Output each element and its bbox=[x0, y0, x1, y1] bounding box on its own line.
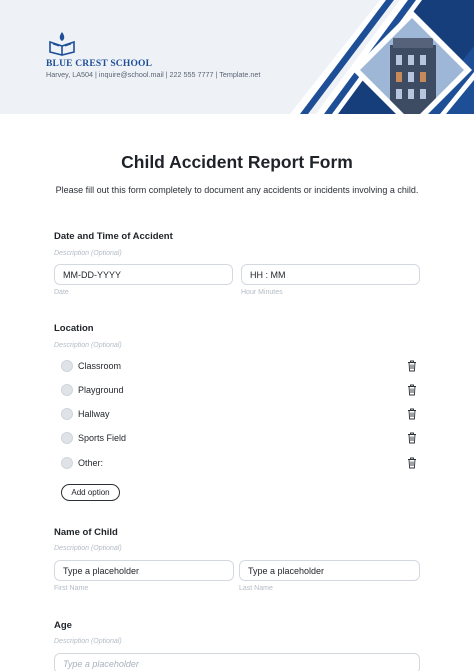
radio-button[interactable] bbox=[61, 432, 73, 444]
age-description[interactable]: Description (Optional) bbox=[54, 638, 122, 645]
date-time-label: Date and Time of Accident bbox=[54, 231, 173, 242]
school-logo-icon bbox=[46, 30, 78, 56]
location-description[interactable]: Description (Optional) bbox=[54, 342, 122, 349]
child-name-description[interactable]: Description (Optional) bbox=[54, 545, 122, 552]
child-name-label: Name of Child bbox=[54, 527, 118, 538]
building-photo bbox=[0, 0, 474, 114]
add-option-button[interactable]: Add option bbox=[61, 484, 120, 501]
radio-button[interactable] bbox=[61, 457, 73, 469]
option-label: Hallway bbox=[78, 409, 110, 419]
date-sublabel: Date bbox=[54, 289, 69, 296]
trash-icon[interactable] bbox=[407, 384, 417, 396]
trash-icon[interactable] bbox=[407, 432, 417, 444]
form-title: Child Accident Report Form bbox=[121, 152, 353, 172]
trash-icon[interactable] bbox=[407, 408, 417, 420]
option-label: Other: bbox=[78, 458, 104, 468]
age-input[interactable]: Type a placeholder bbox=[54, 653, 420, 671]
option-label: Sports Field bbox=[78, 433, 127, 443]
age-label: Age bbox=[54, 620, 72, 631]
option-label: Classroom bbox=[78, 361, 122, 371]
time-input[interactable]: HH : MM bbox=[241, 264, 420, 285]
first-name-input[interactable]: Type a placeholder bbox=[54, 560, 234, 581]
location-label: Location bbox=[54, 323, 94, 334]
radio-button[interactable] bbox=[61, 360, 73, 372]
header-banner bbox=[0, 0, 474, 114]
trash-icon[interactable] bbox=[407, 360, 417, 372]
radio-button[interactable] bbox=[61, 408, 73, 420]
form-intro: Please fill out this form completely to document any accidents or incidents involving a child. bbox=[55, 185, 419, 195]
date-time-description[interactable]: Description (Optional) bbox=[54, 250, 122, 257]
location-option[interactable] bbox=[61, 360, 419, 374]
location-option[interactable] bbox=[61, 408, 419, 422]
last-name-sublabel: Last Name bbox=[239, 585, 273, 592]
option-label: Playground bbox=[78, 385, 124, 395]
location-option[interactable] bbox=[61, 432, 419, 446]
time-sublabel: Hour Minutes bbox=[241, 289, 283, 296]
first-name-sublabel: First Name bbox=[54, 585, 89, 592]
last-name-input[interactable]: Type a placeholder bbox=[239, 560, 420, 581]
radio-button[interactable] bbox=[61, 384, 73, 396]
location-option[interactable] bbox=[61, 384, 419, 398]
school-name: BLUE CREST SCHOOL bbox=[46, 59, 153, 69]
school-contact-info: Harvey, LA504 | inquire@school.mail | 222 555 7777 | Template.net bbox=[46, 70, 261, 79]
date-input[interactable]: MM-DD-YYYY bbox=[54, 264, 233, 285]
location-option[interactable] bbox=[61, 457, 419, 471]
trash-icon[interactable] bbox=[407, 457, 417, 469]
